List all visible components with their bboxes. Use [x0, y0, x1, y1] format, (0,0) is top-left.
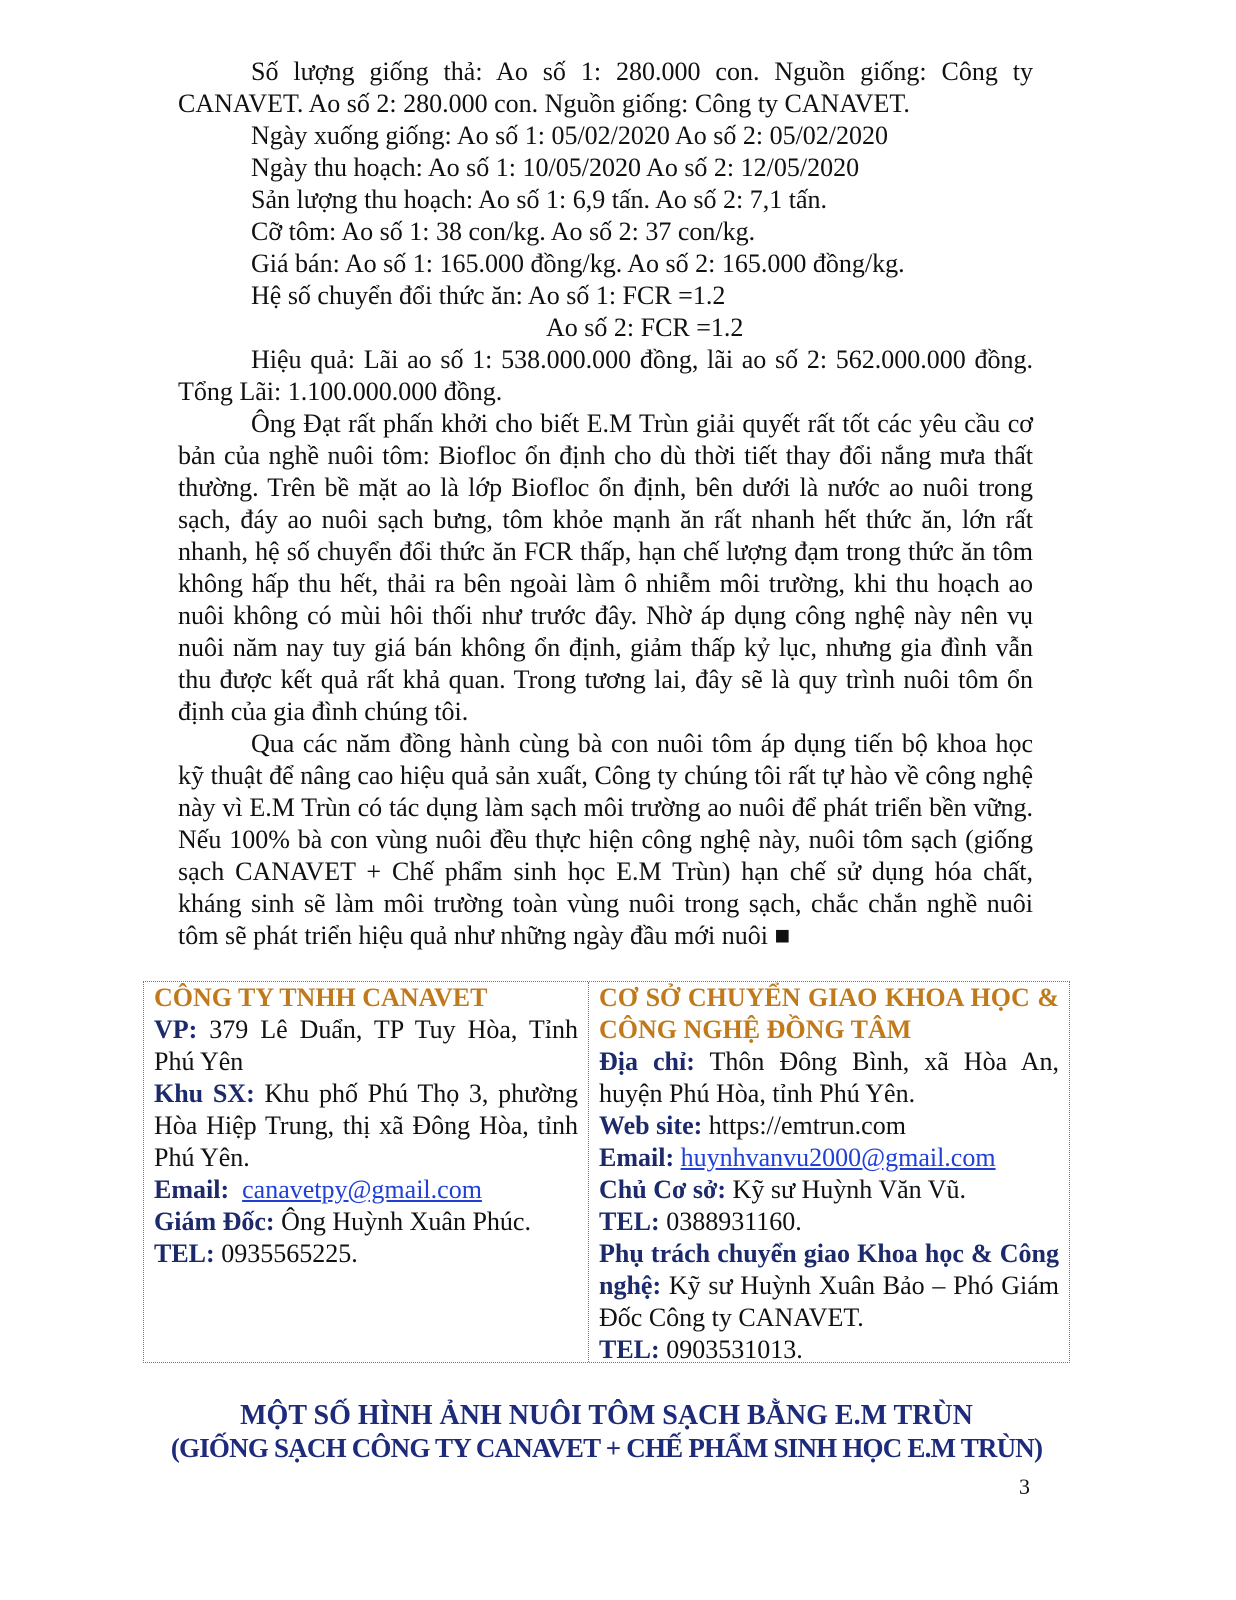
canavet-email-link[interactable]: canavetpy@gmail.com: [242, 1175, 482, 1204]
tel-label-2: TEL:: [599, 1335, 660, 1364]
heading-line-1: MỘT SỐ HÌNH ẢNH NUÔI TÔM SẠCH BẰNG E.M TRÙN: [240, 1400, 973, 1431]
fcr-line-pond-2: Ao số 2: FCR =1.2: [546, 313, 744, 342]
harvest-date-line: Ngày thu hoạch: Ao số 1: 10/05/2020 Ao số 2: 12/05/2020: [251, 153, 860, 182]
canavet-title: CÔNG TY TNHH CANAVET: [154, 983, 488, 1012]
stocking-date-line: Ngày xuống giống: Ao số 1: 05/02/2020 Ao số 2: 05/02/2020: [251, 121, 889, 150]
testimonial-paragraph: Ông Đạt rất phấn khởi cho biết E.M Trùn giải quyết rất tốt các yêu cầu cơ bản của nghề nuôi tôm: Biofloc ổn định cho dù thời tiết thay đổi nắng mưa thất thường. Trên bề mặt ao là lớp Biofloc ổn định, bên dưới là nước ao nuôi trong sạch, đáy ao nuôi sạch bưng, tôm khỏe mạnh ăn rất nhanh hết thức ăn, lớn rất nhanh, hệ số chuyển đổi thức ăn FCR thấp, hạn chế lượng đạm trong thức ăn tôm không hấp thu hết, thải ra bên ngoài làm ô nhiễm môi trường, khi thu hoạch ao nuôi không có mùi hôi thối như trước đây. Nhờ áp dụng công nghệ này nên vụ nuôi năm nay tuy giá bán không ổn định, giảm thấp kỷ lục, nhưng gia đình vẫn thu được kết quả rất khả quan. Trong tương lai, đây sẽ là quy trình nuôi tôm ổn định của gia đình chúng tôi.: [178, 409, 1033, 726]
dongtam-website: [599, 1110, 1059, 1142]
production-area-value: Khu phố Phú Thọ 3, phường Hòa Hiệp Trung, thị xã Đông Hòa, tỉnh Phú Yên.: [154, 1079, 578, 1172]
end-mark-icon: ■: [774, 921, 791, 950]
fcr-line-pond-1: Hệ số chuyển đổi thức ăn: Ao số 1: FCR =1.2: [251, 281, 726, 310]
canavet-phone: [154, 1238, 578, 1270]
transfer-lead-value: Kỹ sư Huỳnh Xuân Bảo – Phó Giám Đốc Công ty CANAVET.: [599, 1271, 1059, 1332]
owner-label: Chủ Cơ sở:: [599, 1175, 727, 1204]
dongtam-phone: [599, 1206, 1059, 1238]
tel-label: TEL:: [599, 1207, 660, 1236]
seed-quantity-paragraph: Số lượng giống thả: Ao số 1: 280.000 con. Nguồn giống: Công ty CANAVET. Ao số 2: 280.000 con. Nguồn giống: Công ty CANAVET.: [178, 57, 1033, 118]
transfer-lead-label: Phụ trách chuyển giao Khoa học & Công nghệ:: [599, 1239, 1059, 1300]
closing-text: Qua các năm đồng hành cùng bà con nuôi tôm áp dụng tiến bộ khoa học kỹ thuật để nâng cao hiệu quả sản xuất, Công ty chúng tôi rất tự hào về công nghệ này vì E.M Trùn có tác dụng làm sạch môi trường ao nuôi để phát triển bền vững. Nếu 100% bà con vùng nuôi đều thực hiện công nghệ này, nuôi tôm sạch (giống sạch CANAVET + Chế phẩm sinh học E.M Trùn) hạn chế sử dụng hóa chất, kháng sinh sẽ làm môi trường toàn vùng nuôi trong sạch, chắc chắn nghề nuôi tôm sẽ phát triển hiệu quả như những ngày đầu mới nuôi: [178, 729, 1033, 950]
closing-paragraph: [178, 728, 1033, 952]
address-label: Địa chỉ:: [599, 1047, 695, 1076]
tel-value: 0388931160.: [659, 1207, 802, 1236]
tel-label: TEL:: [154, 1239, 215, 1268]
production-area-label: Khu SX:: [154, 1079, 255, 1108]
dongtam-owner: [599, 1174, 1059, 1206]
email-label: Email:: [154, 1175, 230, 1204]
profit-paragraph: Hiệu quả: Lãi ao số 1: 538.000.000 đồng, lãi ao số 2: 562.000.000 đồng. Tổng Lãi: 1.100.000.000 đồng.: [178, 345, 1033, 406]
office-value: 379 Lê Duẩn, TP Tuy Hòa, Tỉnh Phú Yên: [154, 1015, 578, 1076]
dongtam-address: [599, 1046, 1059, 1110]
website-value: https://emtrun.com: [702, 1111, 906, 1140]
canavet-production-area: [154, 1078, 578, 1174]
tel-value-2: 0903531013.: [659, 1335, 803, 1364]
article-body: [178, 56, 1033, 952]
tel-value: 0935565225.: [214, 1239, 358, 1268]
dongtam-transfer-lead: [599, 1238, 1059, 1334]
canavet-contact-column: [144, 982, 589, 1362]
dongtam-email-link[interactable]: huynhvanvu2000@gmail.com: [680, 1143, 996, 1172]
page-number: 3: [1019, 1474, 1030, 1499]
dongtam-phone-2: [599, 1334, 1059, 1366]
shrimp-size-line: Cỡ tôm: Ao số 1: 38 con/kg. Ao số 2: 37 con/kg.: [251, 217, 756, 246]
photo-section-heading: [143, 1400, 1070, 1464]
owner-value: Kỹ sư Huỳnh Văn Vũ.: [726, 1175, 966, 1204]
website-label: Web site:: [599, 1111, 703, 1140]
dongtam-title: CƠ SỞ CHUYỂN GIAO KHOA HỌC & CÔNG NGHỆ ĐỒNG TÂM: [599, 983, 1059, 1044]
contact-info-table: [143, 981, 1070, 1363]
harvest-yield-line: Sản lượng thu hoạch: Ao số 1: 6,9 tấn. Ao số 2: 7,1 tấn.: [251, 185, 827, 214]
canavet-director: [154, 1206, 578, 1238]
heading-line-2: (GIỐNG SẠCH CÔNG TY CANAVET + CHẾ PHẨM SINH HỌC E.M TRÙN): [170, 1433, 1043, 1463]
email-label: Email:: [599, 1143, 675, 1172]
address-value: Thôn Đông Bình, xã Hòa An, huyện Phú Hòa, tỉnh Phú Yên.: [599, 1047, 1059, 1108]
dongtam-contact-column: [589, 982, 1069, 1362]
office-label: VP:: [154, 1015, 198, 1044]
canavet-email: [154, 1174, 578, 1206]
director-label: Giám Đốc:: [154, 1207, 275, 1236]
director-value: Ông Huỳnh Xuân Phúc.: [274, 1207, 531, 1236]
canavet-office: [154, 1014, 578, 1078]
selling-price-line: Giá bán: Ao số 1: 165.000 đồng/kg. Ao số 2: 165.000 đồng/kg.: [251, 249, 905, 278]
dongtam-email: [599, 1142, 1059, 1174]
